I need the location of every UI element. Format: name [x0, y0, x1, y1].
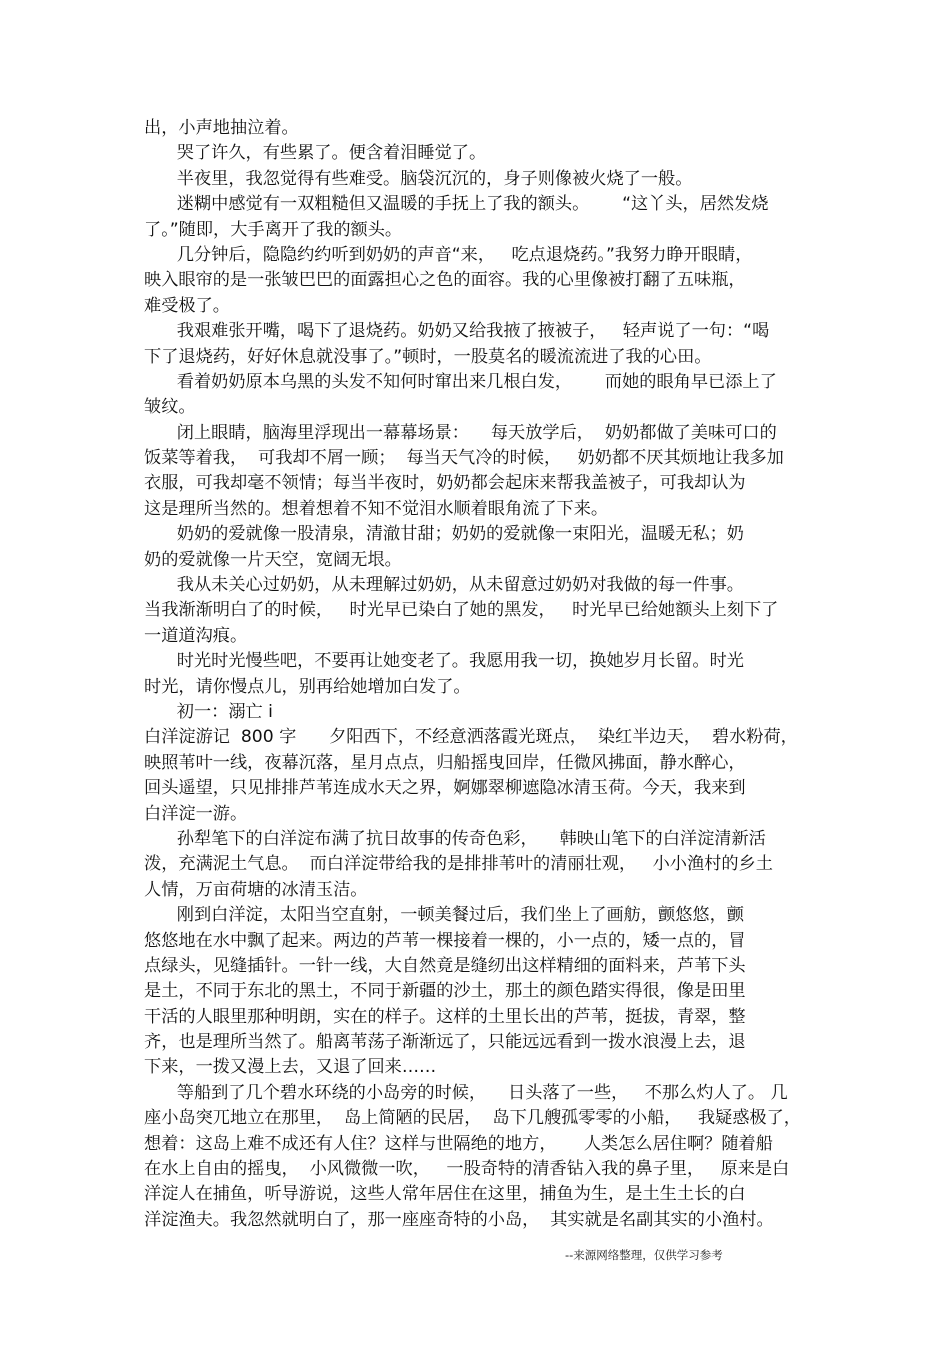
text-line: 当我渐渐明白了的时候， 时光早已染白了她的黑发， 时光早已给她额头上刻下了 — [144, 600, 779, 621]
text-line: 人情，万亩荷塘的冰清玉洁。 — [144, 879, 368, 900]
text-line: 哭了许久，有些累了。便含着泪睡觉了。 — [144, 143, 487, 164]
text-line: 出，小声地抽泣着。 — [144, 118, 299, 138]
text-line: 看着奶奶原本乌黑的头发不知何时窜出来几根白发， 而她的眼角早已添上了 — [144, 371, 777, 392]
text-line: 映照苇叶一线，夜幕沉落，星月点点，归船摇曳回岸，任微风拂面，静水醉心， — [144, 752, 746, 773]
text-line: 我从未关心过奶奶，从未理解过奶奶，从未留意过奶奶对我做的每一件事。 — [144, 575, 744, 596]
text-line: 初一：溺亡 i — [144, 701, 273, 722]
text-line: 白洋淀游记 800 字 夕阳西下，不经意洒落霞光斑点， 染红半边天， 碧水粉荷， — [144, 727, 798, 748]
text-line: 了。”随即，大手离开了我的额头。 — [144, 219, 403, 240]
text-line: 是土，不同于东北的黑土，不同于新疆的沙土，那土的颜色踏实得很，像是田里 — [144, 981, 746, 1002]
text-line: 难受极了。 — [144, 295, 230, 316]
text-line: 一道道沟痕。 — [144, 625, 248, 646]
text-line: 几分钟后，隐隐约约听到奶奶的声音“来， 吃点退烧药。”我努力睁开眼睛， — [144, 244, 753, 265]
text-line: 刚到白洋淀，太阳当空直射，一顿美餐过后，我们坐上了画舫，颤悠悠，颤 — [144, 905, 744, 926]
text-line: 奶的爱就像一片天空，宽阔无垠。 — [144, 549, 402, 570]
text-line: 齐，也是理所当然了。船离苇荡子渐渐远了，只能远远看到一拨水浪漫上去，退 — [144, 1032, 746, 1053]
text-line: 孙犁笔下的白洋淀布满了抗日故事的传奇色彩， 韩映山笔下的白洋淀清新活 — [144, 828, 766, 849]
source-footer: --来源网络整理，仅供学习参考 — [565, 1248, 723, 1262]
text-line: 洋淀人在捕鱼，听导游说，这些人常年居住在这里，捕鱼为生，是土生土长的白 — [144, 1184, 746, 1205]
text-line: 闭上眼睛，脑海里浮现出一幕幕场景： 每天放学后， 奶奶都做了美味可口的 — [144, 422, 777, 443]
text-line: 点绿头，见缝插针。一针一线，大自然竟是缝纫出这样精细的面料来，芦苇下头 — [144, 955, 746, 976]
text-line: 洋淀渔夫。我忽然就明白了，那一座座奇特的小岛， 其实就是名副其实的小渔村。 — [144, 1209, 774, 1230]
text-line: 我艰难张开嘴，喝下了退烧药。奶奶又给我掖了掖被子， 轻声说了一句：“喝 — [144, 321, 770, 342]
text-line: 泼，充满泥土气息。 而白洋淀带给我的是排排苇叶的清丽壮观， 小小渔村的乡土 — [144, 854, 773, 875]
text-line: 回头遥望，只见排排芦苇连成水天之界，婀娜翠柳遮隐冰清玉荷。今天，我来到 — [144, 778, 746, 799]
document-body — [144, 116, 814, 1233]
text-line: 座小岛突兀地立在那里， 岛上简陋的民居， 岛下几艘孤零零的小船， 我疑惑极了， — [144, 1108, 801, 1129]
text-line: 悠悠地在水中飘了起来。两边的芦苇一棵接着一棵的，小一点的，矮一点的，冒 — [144, 930, 746, 951]
text-line: 这是理所当然的。想着想着不知不觉泪水顺着眼角流了下来。 — [144, 498, 609, 519]
text-line: 下了退烧药，好好休息就没事了。”顿时，一股莫名的暖流流进了我的心田。 — [144, 346, 712, 367]
text-line: 下来，一拨又漫上去，又退了回来…… — [144, 1057, 437, 1078]
text-line: 干活的人眼里那种明朗，实在的样子。这样的土里长出的芦苇，挺拔，青翠，整 — [144, 1006, 746, 1027]
text-line: 迷糊中感觉有一双粗糙但又温暖的手抚上了我的额头。 “这丫头，居然发烧 — [144, 194, 769, 215]
text-line: 在水上自由的摇曳， 小风微微一吹， 一股奇特的清香钻入我的鼻子里， 原来是白 — [144, 1159, 790, 1180]
text-line: 皱纹。 — [144, 397, 196, 418]
text-line: 映入眼帘的是一张皱巴巴的面露担心之色的面容。我的心里像被打翻了五味瓶， — [144, 270, 746, 291]
text-line: 时光时光慢些吧，不要再让她变老了。我愿用我一切，换她岁月长留。时光 — [144, 651, 744, 672]
text-line: 半夜里，我忽觉得有些难受。脑袋沉沉的，身子则像被火烧了一般。 — [144, 168, 693, 189]
text-line: 奶奶的爱就像一股清泉，清澈甘甜；奶奶的爱就像一束阳光，温暖无私；奶 — [144, 524, 744, 545]
text-line: 白洋淀一游。 — [144, 803, 248, 824]
text-line: 时光，请你慢点儿，别再给她增加白发了。 — [144, 676, 471, 697]
text-line: 饭菜等着我， 可我却不屑一顾； 每当天气冷的时候， 奶奶都不厌其烦地让我多加 — [144, 448, 784, 469]
text-line: 衣服，可我却毫不领情；每当半夜时，奶奶都会起床来帮我盖被子，可我却认为 — [144, 473, 746, 494]
text-line: 等船到了几个碧水环绕的小岛旁的时候， 日头落了一些， 不那么灼人了。 几 — [144, 1082, 788, 1103]
text-line: 想着：这岛上难不成还有人住？这样与世隔绝的地方， 人类怎么居住啊？随着船 — [144, 1133, 773, 1154]
